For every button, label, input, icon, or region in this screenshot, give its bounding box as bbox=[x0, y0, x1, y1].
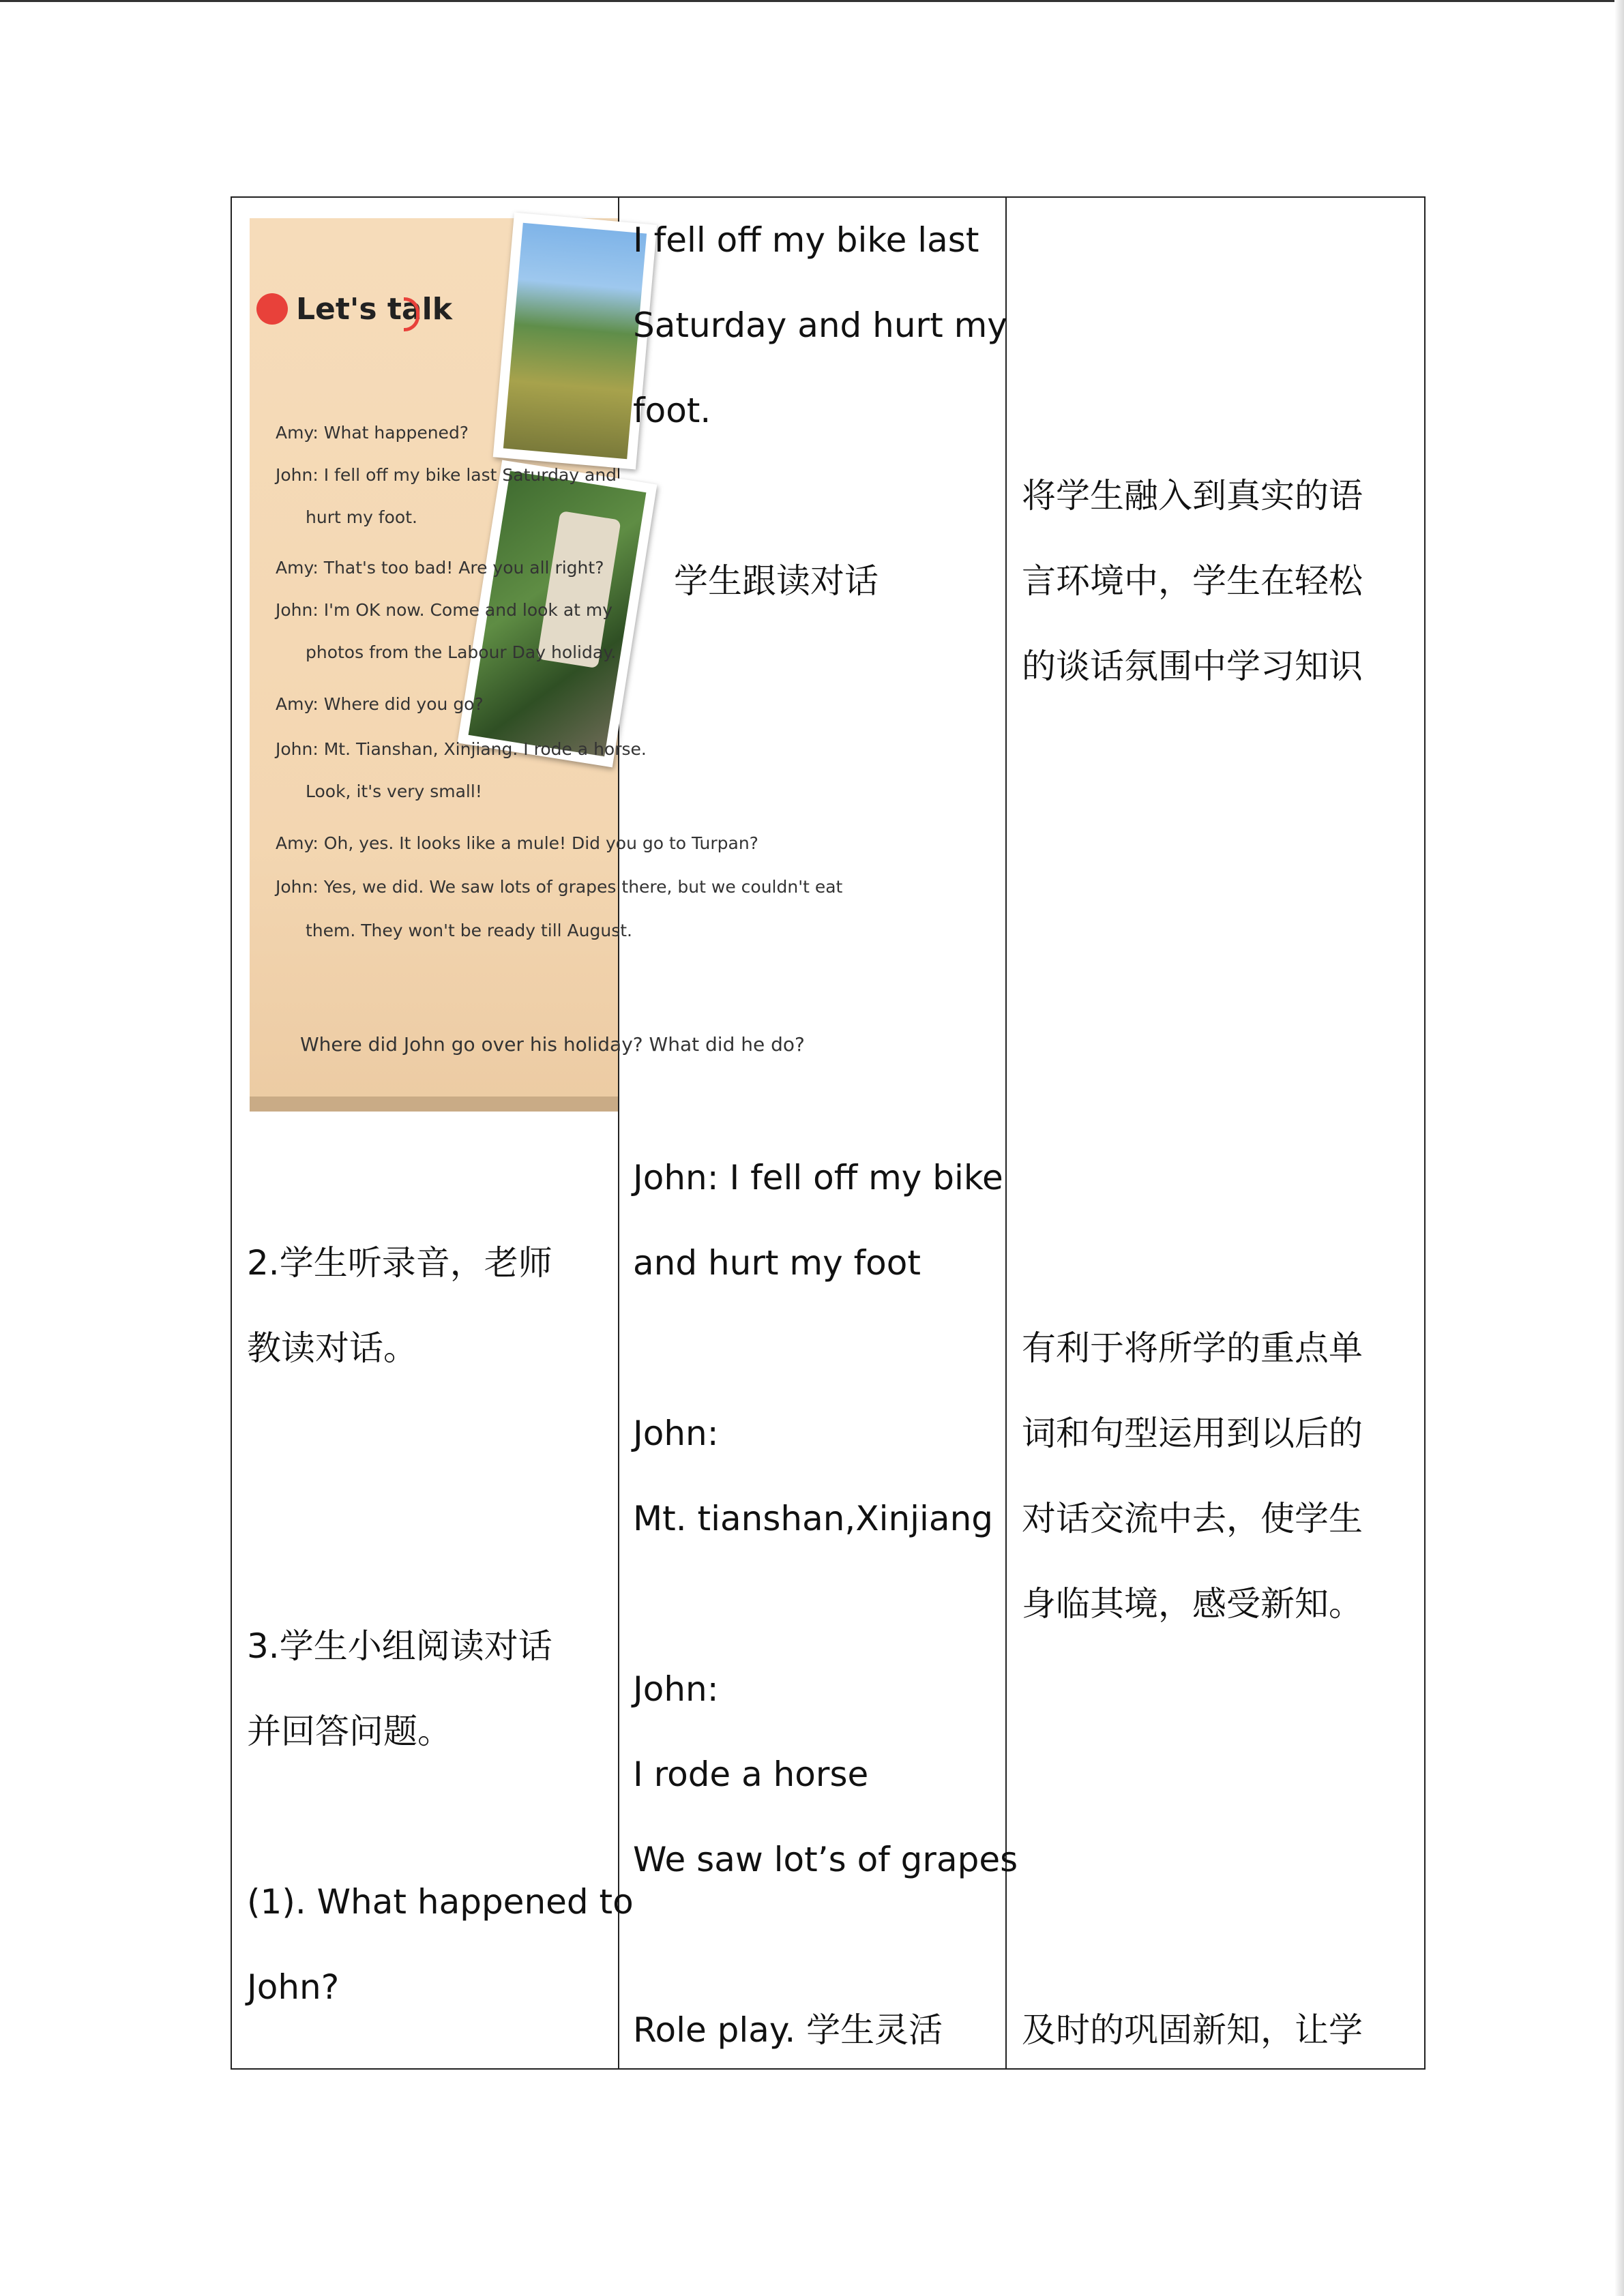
dialogue-line: Look, it's very small! bbox=[306, 781, 482, 801]
step2-line2: 教读对话。 bbox=[247, 1328, 417, 1368]
col3-line: 有利于将所学的重点单 bbox=[1022, 1328, 1363, 1368]
dialogue-line: Amy: That's too bad! Are you all right? bbox=[276, 558, 604, 578]
column-divider-2 bbox=[1005, 198, 1007, 2068]
lets-talk-badge-icon bbox=[256, 293, 288, 325]
dialogue-question: Where did John go over his holiday? What did he do? bbox=[300, 1033, 805, 1056]
dialogue-line: Amy: What happened? bbox=[276, 423, 469, 443]
col2-line: and hurt my foot bbox=[633, 1243, 921, 1283]
question1-line2: John? bbox=[247, 1967, 340, 2007]
col2-line: John: bbox=[633, 1669, 719, 1709]
col2-line: I fell off my bike last bbox=[633, 220, 979, 260]
col2-line: John: bbox=[633, 1414, 719, 1453]
col2-line: We saw lot’s of grapes bbox=[633, 1840, 1018, 1879]
step2-line1: 2.学生听录音，老师 bbox=[247, 1243, 552, 1283]
col3-line: 言环境中，学生在轻松 bbox=[1022, 561, 1363, 601]
dialogue-line: them. They won't be ready till August. bbox=[306, 921, 632, 940]
dialogue-line: hurt my foot. bbox=[306, 507, 417, 527]
dialogue-line: John: Yes, we did. We saw lots of grapes there, but we couldn't eat bbox=[276, 877, 843, 897]
col3-line: 将学生融入到真实的语 bbox=[1022, 476, 1363, 516]
col3-line: 身临其境，感受新知。 bbox=[1022, 1584, 1363, 1624]
dialogue-line: Amy: Oh, yes. It looks like a mule! Did you go to Turpan? bbox=[276, 833, 758, 853]
col3-line: 词和句型运用到以后的 bbox=[1022, 1414, 1363, 1453]
dialogue-line: Amy: Where did you go? bbox=[276, 694, 484, 714]
lets-talk-title: Let's talk bbox=[296, 292, 452, 327]
step3-line1: 3.学生小组阅读对话 bbox=[247, 1626, 552, 1666]
page-top-border bbox=[0, 0, 1624, 2]
dialogue-line: photos from the Labour Day holiday. bbox=[306, 642, 617, 662]
col2-line: foot. bbox=[633, 391, 711, 430]
lesson-plan-table bbox=[231, 196, 1426, 2070]
col3-line: 对话交流中去，使学生 bbox=[1022, 1499, 1363, 1538]
col2-line: I rode a horse bbox=[633, 1755, 869, 1794]
col2-line: John: I fell off my bike bbox=[633, 1158, 1003, 1197]
dialogue-line: John: I fell off my bike last Saturday and bbox=[276, 465, 617, 485]
col2-line: Role play. 学生灵活 bbox=[633, 2010, 943, 2050]
col3-line: 的谈话氛围中学习知识 bbox=[1022, 646, 1363, 686]
col3-line: 及时的巩固新知，让学 bbox=[1022, 2010, 1363, 2050]
page-edge-shadow bbox=[1614, 0, 1624, 2296]
step3-line2: 并回答问题。 bbox=[247, 1712, 452, 1751]
question1-line1: (1). What happened to bbox=[247, 1882, 634, 1922]
col2-line: Saturday and hurt my bbox=[633, 305, 1007, 345]
dialogue-line: John: Mt. Tianshan, Xinjiang. I rode a horse. bbox=[276, 739, 647, 759]
col2-line: Mt. tianshan,Xinjiang bbox=[633, 1499, 994, 1538]
col2-line: 学生跟读对话 bbox=[674, 561, 879, 601]
dialogue-line: John: I'm OK now. Come and look at my bbox=[276, 600, 613, 620]
